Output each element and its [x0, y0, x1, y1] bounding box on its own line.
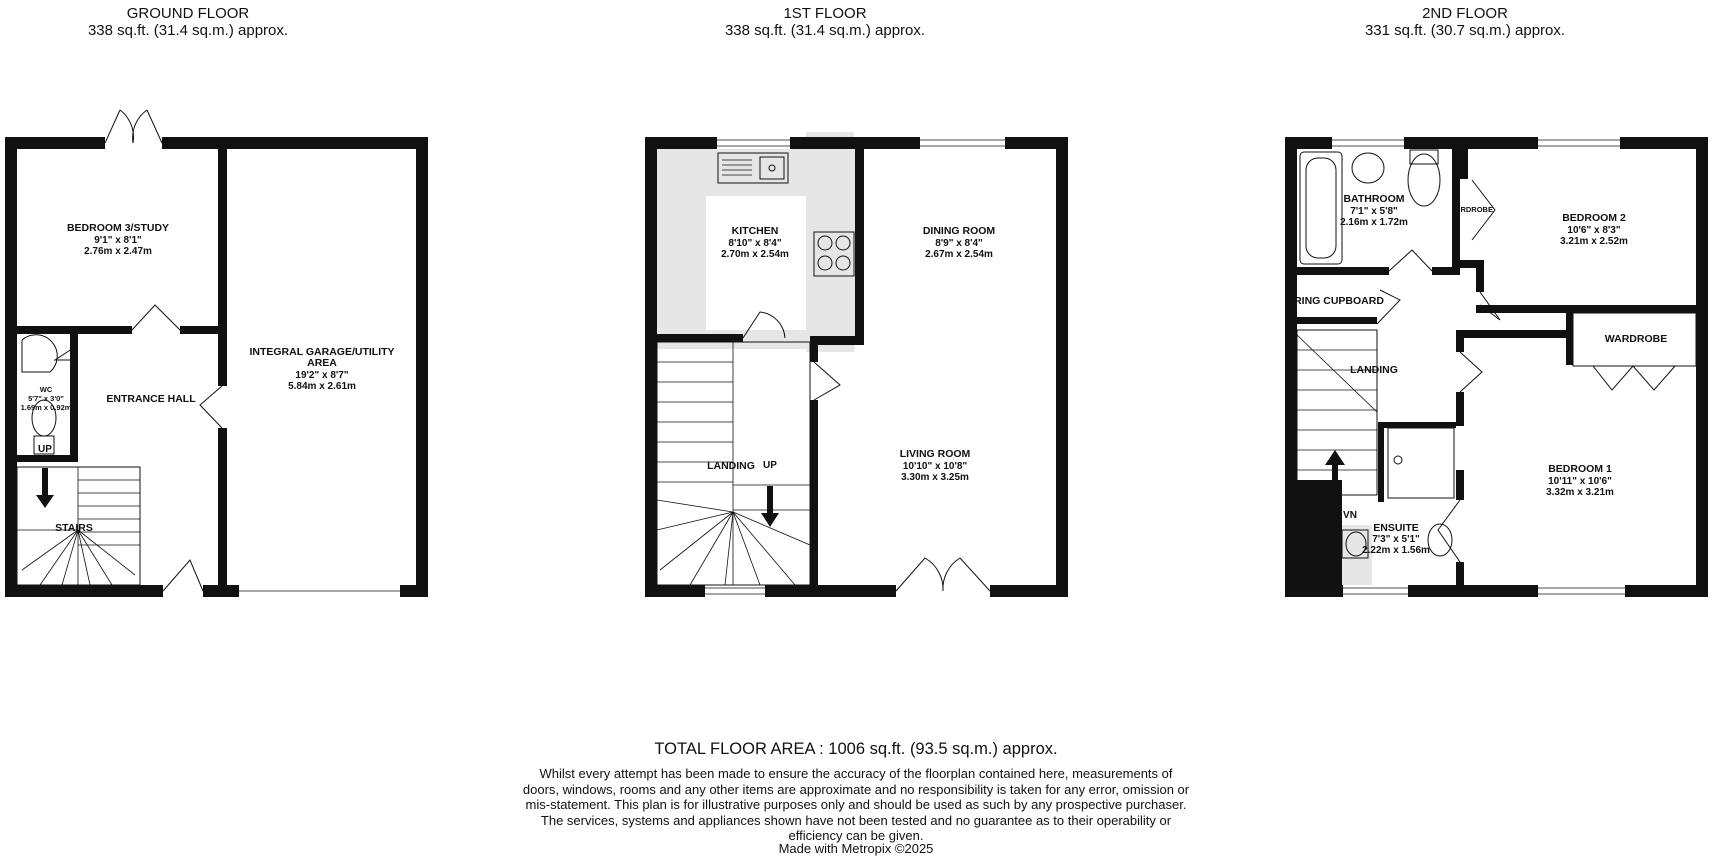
wall: [1297, 317, 1377, 324]
toilet-icon: [1408, 154, 1440, 206]
wall: [1297, 267, 1389, 275]
ground-floor-plan: [5, 110, 428, 597]
bath-inner: [1306, 158, 1336, 258]
room-dim-imperial: 5'7" x 3'0": [28, 394, 64, 403]
wall: [400, 585, 428, 597]
room-dim-metric: 2.22m x 1.56m: [1362, 545, 1430, 556]
stair-arrow-icon: [42, 468, 48, 472]
toilet-cistern: [1410, 150, 1438, 164]
wall: [1456, 392, 1464, 426]
wall: [1456, 562, 1464, 597]
wall: [1566, 305, 1573, 365]
room-name-dining: DINING ROOM: [922, 225, 996, 237]
basin-icon: [22, 335, 57, 372]
room-name-airing-cupboard: RING CUPBOARD: [1294, 295, 1384, 307]
wall: [1476, 305, 1708, 313]
room-name-bedroom3: BEDROOM 3/STUDY: [66, 222, 170, 234]
stairs-label: STAIRS: [55, 522, 93, 534]
wall: [990, 585, 1068, 597]
wardrobe-doors: [1593, 366, 1675, 390]
wall: [218, 428, 227, 597]
wall: [5, 137, 17, 597]
floor-area: 338 sq.ft. (31.4 sq.m.) approx.: [724, 22, 926, 39]
room-dim-metric: 3.32m x 3.21m: [1546, 487, 1614, 498]
wall: [1620, 137, 1708, 149]
room-name-landing: LANDING: [707, 460, 755, 472]
up-label: UP: [38, 444, 52, 455]
stair-arrow-icon: [36, 468, 54, 508]
french-door: [943, 558, 990, 591]
room-dim-imperial: 19'2" x 8'7": [295, 370, 349, 381]
disclaimer-text: Whilst every attempt has been made to ensure the accuracy of the floorplan contained here, measurements of doors, windows, rooms and any other items are approximate and no responsibility is taken for any error, omission or mis-statement. This plan is for illustrative purposes only and should be used as such by any prospective purchaser. The services, systems and appliances shown have not been tested and no guarantee as to their operability or efficiency can be given.: [522, 766, 1190, 843]
wall: [645, 585, 705, 597]
door-swing: [1438, 500, 1460, 562]
room-dim-imperial: 8'10" x 8'4": [728, 238, 782, 249]
room-name-wardrobe: WARDROBE: [1604, 333, 1668, 345]
stair-treads: [657, 362, 810, 585]
room-name-garage: INTEGRAL GARAGE/UTILITY: [249, 346, 395, 358]
room-dim-imperial: 10'10" x 10'8": [902, 461, 968, 472]
room-dim-metric: 2.70m x 2.54m: [721, 249, 789, 260]
wall: [1476, 260, 1484, 292]
floor-name: 2ND FLOOR: [1422, 5, 1508, 22]
door-swing: [163, 560, 203, 591]
room-name-entrance-hall: ENTRANCE HALL: [106, 393, 196, 405]
stair-void: [1285, 480, 1342, 597]
wall: [765, 585, 896, 597]
room-dim-metric: 5.84m x 2.61m: [288, 381, 356, 392]
room-name-wc: WC: [39, 385, 53, 394]
wall: [1404, 137, 1538, 149]
wall: [5, 585, 163, 597]
room-dim-metric: 2.67m x 2.54m: [925, 249, 993, 260]
room-name-living: LIVING ROOM: [899, 448, 971, 460]
wall: [70, 334, 78, 461]
door-swing: [132, 305, 180, 330]
kitchen-worktop: [806, 132, 854, 352]
wall: [645, 137, 657, 597]
stair-treads: [1297, 335, 1377, 470]
wall: [416, 137, 428, 597]
room-dim-imperial: 10'11" x 10'6": [1548, 476, 1612, 487]
wall: [855, 149, 864, 344]
wall: [810, 400, 818, 597]
down-label: VN: [1343, 510, 1357, 521]
up-label: UP: [763, 460, 777, 471]
room-name-bedroom1: BEDROOM 1: [1548, 463, 1612, 475]
room-name-landing: LANDING: [1350, 364, 1398, 376]
french-door: [133, 110, 162, 143]
first-floor-plan: [645, 132, 1068, 597]
wall: [1464, 330, 1566, 338]
wall: [162, 137, 428, 149]
room-dim-metric: 1.69m x 0.92m: [20, 403, 72, 412]
wall: [1625, 585, 1708, 597]
wall: [1378, 422, 1384, 502]
made-with-credit: Made with Metropix ©2025: [778, 841, 934, 856]
kitchen-floor: [706, 196, 806, 330]
wall: [1432, 267, 1460, 275]
room-dim-imperial: 8'9" x 8'4": [935, 238, 983, 249]
room-dim-imperial: 7'3" x 5'1": [1372, 534, 1420, 545]
wall: [1456, 330, 1464, 352]
wall: [218, 149, 227, 386]
room-dim-imperial: 10'6" x 8'3": [1567, 225, 1621, 236]
floor-name: 1ST FLOOR: [783, 5, 867, 22]
wall: [1056, 137, 1068, 597]
wall: [1696, 137, 1708, 597]
room-name-kitchen: KITCHEN: [731, 225, 779, 237]
wall: [1408, 585, 1538, 597]
room-name-bedroom2: BEDROOM 2: [1562, 212, 1626, 224]
wall: [790, 137, 920, 149]
floor-area: 338 sq.ft. (31.4 sq.m.) approx.: [87, 22, 289, 39]
basin-icon: [1352, 153, 1384, 183]
total-floor-area: TOTAL FLOOR AREA : 1006 sq.ft. (93.5 sq.m.) approx.: [654, 740, 1058, 758]
second-floor-plan: [1285, 137, 1708, 597]
wall: [180, 326, 218, 334]
room-name-wardrobe-small: ARDROBE: [1455, 205, 1493, 214]
wall: [1456, 470, 1464, 500]
wall: [1378, 422, 1456, 428]
shower-icon: [1388, 428, 1454, 498]
floor-name: GROUND FLOOR: [126, 5, 250, 22]
room-dim-metric: 3.30m x 3.25m: [901, 472, 969, 483]
room-name-bathroom: BATHROOM: [1343, 193, 1405, 205]
door-swing: [200, 386, 222, 428]
stair-arrow-icon: [761, 486, 779, 527]
shower-drain: [1394, 456, 1402, 464]
room-dim-imperial: 7'1" x 5'8": [1350, 206, 1398, 217]
room-name-ensuite: ENSUITE: [1373, 522, 1419, 534]
room-dim-metric: 2.76m x 2.47m: [84, 246, 152, 257]
french-door: [896, 558, 943, 591]
wall: [810, 336, 864, 345]
wall: [17, 455, 78, 462]
door-swing: [814, 362, 840, 400]
room-name-garage-line2: AREA: [307, 357, 337, 369]
french-door: [105, 110, 134, 143]
wall: [17, 326, 132, 334]
toilet-icon: [1428, 524, 1452, 556]
room-dim-imperial: 9'1" x 8'1": [94, 235, 142, 246]
room-dim-metric: 2.16m x 1.72m: [1340, 217, 1408, 228]
room-dim-metric: 3.21m x 2.52m: [1560, 236, 1628, 247]
floor-area: 331 sq.ft. (30.7 sq.m.) approx.: [1364, 22, 1566, 39]
wall: [810, 336, 818, 362]
wall: [657, 334, 743, 342]
wall: [5, 137, 105, 149]
wall: [1460, 149, 1468, 179]
door-swing: [1389, 250, 1432, 271]
door-swing: [1460, 352, 1482, 392]
